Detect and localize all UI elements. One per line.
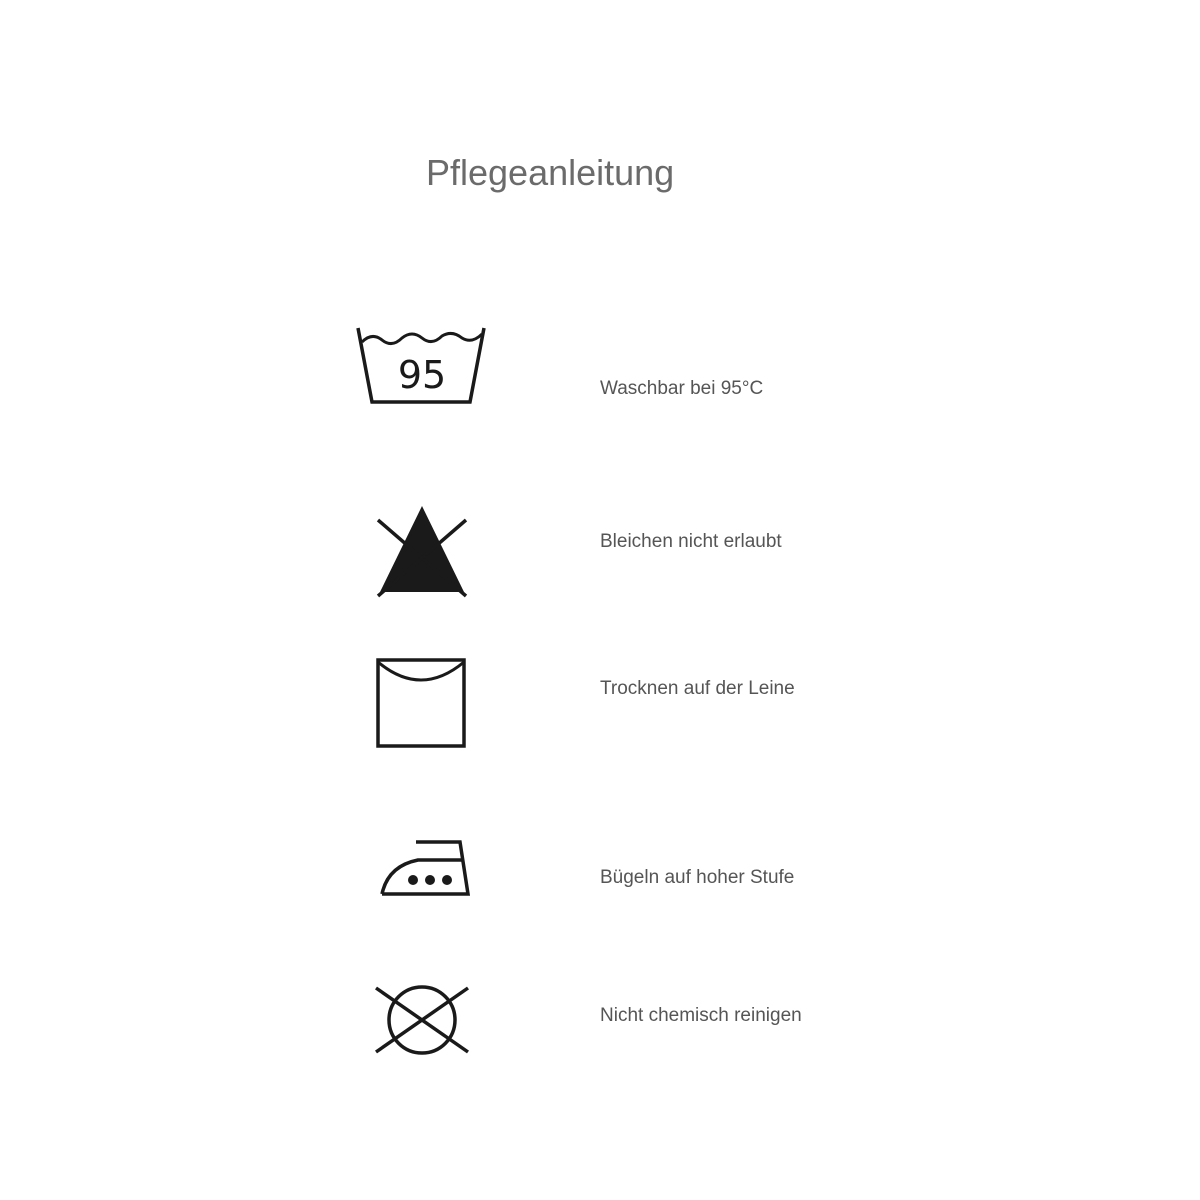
line-dry-icon	[374, 656, 468, 750]
care-label-wash: Waschbar bei 95°C	[600, 378, 764, 399]
wash-95-icon	[352, 322, 492, 408]
page-title: Pflegeanleitung	[426, 152, 675, 193]
care-label-bleach: Bleichen nicht erlaubt	[600, 531, 782, 552]
iron-high-icon	[378, 836, 474, 900]
no-bleach-icon	[372, 502, 472, 602]
no-dry-clean-icon	[372, 984, 472, 1056]
care-label-dryclean: Nicht chemisch reinigen	[600, 1005, 802, 1026]
care-label-dry: Trocknen auf der Leine	[600, 678, 795, 699]
care-label-iron: Bügeln auf hoher Stufe	[600, 867, 795, 888]
wash-temperature: 95	[397, 353, 447, 397]
